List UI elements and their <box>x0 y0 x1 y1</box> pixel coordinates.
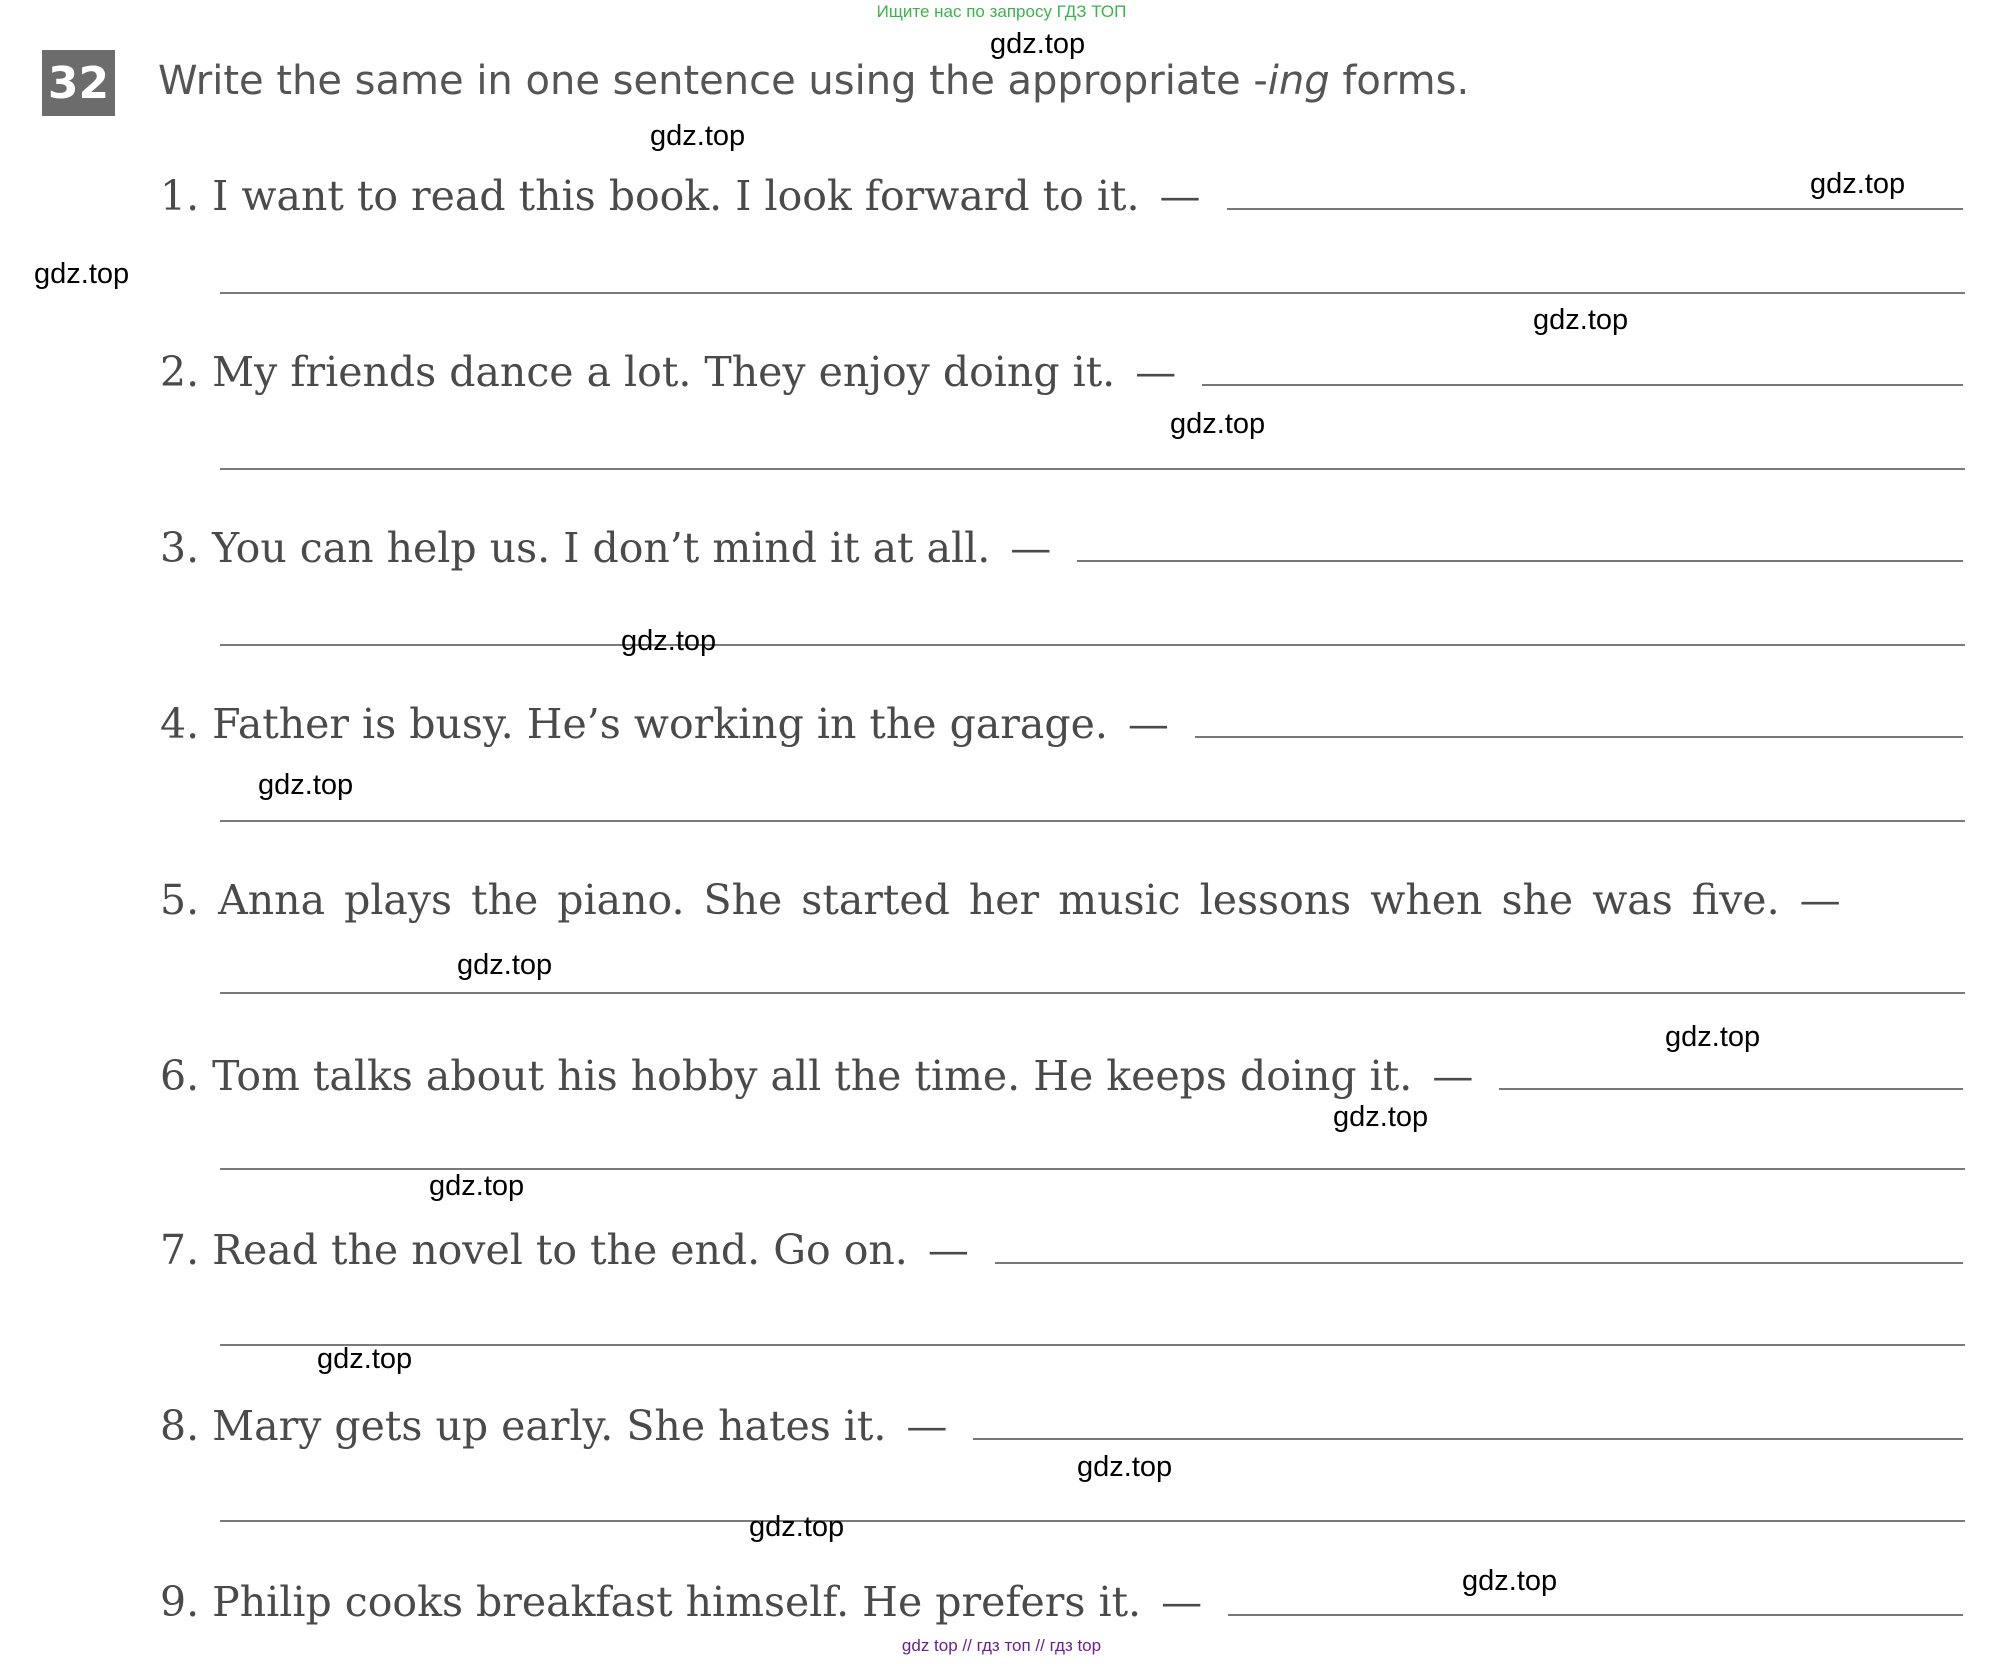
watermark: gdz.top <box>1077 1451 1173 1483</box>
watermark: gdz.top <box>258 769 354 801</box>
answer-line[interactable] <box>220 992 1965 994</box>
watermark: gdz.top <box>990 28 1086 60</box>
watermark: gdz.top <box>1533 304 1629 336</box>
watermark: gdz.top <box>1462 1565 1558 1597</box>
answer-blank[interactable] <box>1499 1088 1963 1090</box>
question-5 <box>160 864 1963 924</box>
question-3 <box>160 512 1963 572</box>
answer-line[interactable] <box>220 820 1965 822</box>
question-dash: — <box>1010 524 1052 572</box>
instruction-text-end: forms. <box>1329 58 1470 104</box>
watermark: gdz.top <box>457 949 553 981</box>
answer-blank[interactable] <box>1195 736 1963 738</box>
question-text: 5. Anna plays the piano. She started her music lessons when she was five. <box>160 876 1780 924</box>
question-text: 6. Tom talks about his hobby all the time. He keeps doing it. <box>160 1052 1413 1100</box>
question-text: 3. You can help us. I don’t mind it at all. <box>160 524 991 572</box>
question-text: 4. Father is busy. He’s working in the garage. <box>160 700 1108 748</box>
watermark: gdz.top <box>749 1511 845 1543</box>
question-8 <box>160 1390 1963 1450</box>
question-dash: — <box>1432 1052 1474 1100</box>
answer-line[interactable] <box>220 468 1965 470</box>
question-dash: — <box>927 1226 969 1274</box>
question-7 <box>160 1214 1963 1274</box>
question-dash: — <box>1161 1578 1203 1626</box>
answer-blank[interactable] <box>1227 208 1964 210</box>
answer-line[interactable] <box>220 292 1965 294</box>
top-banner: Ищите нас по запросу ГДЗ ТОП <box>876 2 1127 21</box>
watermark: gdz.top <box>1170 408 1266 440</box>
exercise-instruction <box>158 58 1469 104</box>
answer-blank[interactable] <box>1202 384 1963 386</box>
answer-blank[interactable] <box>1228 1614 1963 1616</box>
question-text: 7. Read the novel to the end. Go on. <box>160 1226 908 1274</box>
answer-line[interactable] <box>220 1344 1965 1346</box>
question-text: 1. I want to read this book. I look forward to it. <box>160 172 1140 220</box>
answer-blank[interactable] <box>1077 560 1963 562</box>
footer-links: gdz top // гдз топ // гдз top <box>901 1636 1102 1655</box>
question-2 <box>160 336 1963 396</box>
watermark: gdz.top <box>1810 168 1906 200</box>
question-dash: — <box>1127 700 1169 748</box>
watermark: gdz.top <box>1333 1101 1429 1133</box>
question-dash: — <box>1135 348 1177 396</box>
watermark: gdz.top <box>650 120 746 152</box>
watermark: gdz.top <box>429 1170 525 1202</box>
question-text: 2. My friends dance a lot. They enjoy doing it. <box>160 348 1116 396</box>
answer-blank[interactable] <box>973 1438 1963 1440</box>
question-text: 8. Mary gets up early. She hates it. <box>160 1402 887 1450</box>
question-4 <box>160 688 1963 748</box>
instruction-text-start: Write the same in one sentence using the appropriate - <box>158 58 1268 104</box>
instruction-italic: ing <box>1267 58 1330 104</box>
answer-line[interactable] <box>220 644 1965 646</box>
question-dash: — <box>906 1402 948 1450</box>
watermark: gdz.top <box>317 1343 413 1375</box>
watermark: gdz.top <box>34 258 130 290</box>
watermark: gdz.top <box>1665 1021 1761 1053</box>
watermark: gdz.top <box>621 625 717 657</box>
question-text: 9. Philip cooks breakfast himself. He prefers it. <box>160 1578 1142 1626</box>
question-1 <box>160 160 1963 220</box>
exercise-number-badge: 32 <box>42 50 115 116</box>
question-dash: — <box>1799 876 1841 924</box>
question-dash: — <box>1159 172 1201 220</box>
question-9 <box>160 1566 1963 1626</box>
answer-line[interactable] <box>220 1520 1965 1522</box>
answer-blank[interactable] <box>995 1262 1963 1264</box>
